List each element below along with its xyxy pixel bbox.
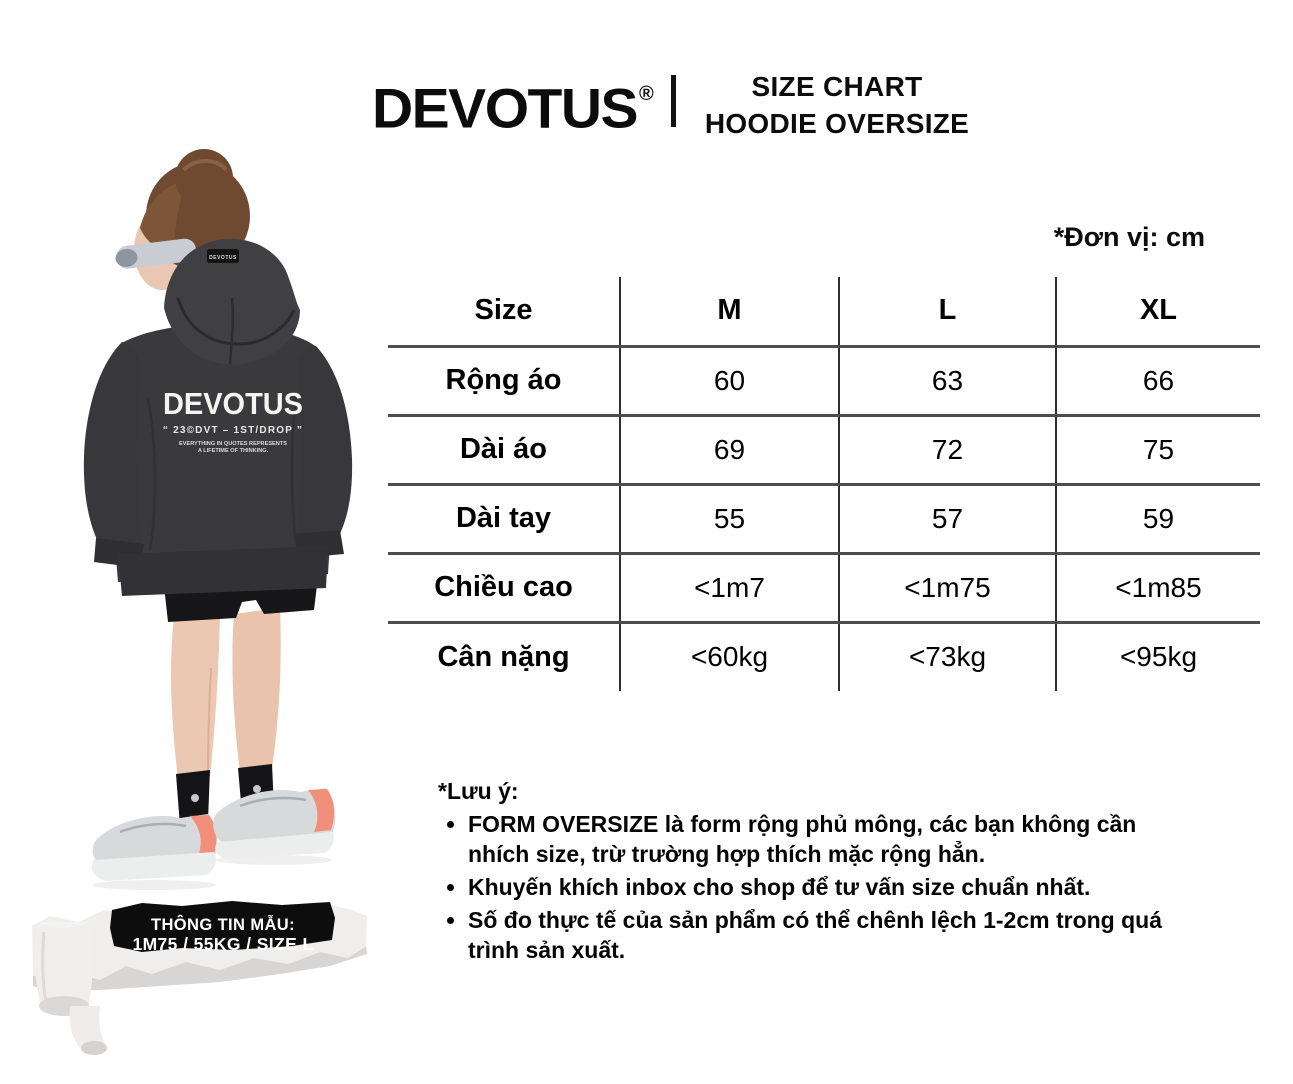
table-row-dai-tay xyxy=(388,484,1260,553)
hoodie-print-small2: A LIFETIME OF THINKING. xyxy=(197,448,269,454)
cell-value: 72 xyxy=(839,415,1056,484)
cell-value: 55 xyxy=(620,484,839,553)
table-row-rong-ao xyxy=(388,346,1260,415)
row-label: Cân nặng xyxy=(388,622,620,691)
table-row-dai-ao xyxy=(388,415,1260,484)
model-info-line2: 1M75 / 55KG / SIZE L xyxy=(132,934,314,954)
cell-value: <1m7 xyxy=(620,553,839,622)
row-label: Dài tay xyxy=(388,484,620,553)
cell-value: 59 xyxy=(1056,484,1260,553)
model-hoodie xyxy=(84,239,352,596)
hair-bun xyxy=(175,149,233,207)
header-divider xyxy=(671,75,676,127)
notes-heading: *Lưu ý: xyxy=(438,778,519,804)
hoodie-print-sub: “ 23©DVT – 1ST/DROP ” xyxy=(162,425,304,436)
row-label: Rộng áo xyxy=(388,346,620,415)
cell-value: 66 xyxy=(1056,346,1260,415)
size-table xyxy=(388,277,1260,691)
brand-logo xyxy=(372,76,654,142)
brand-logo-text: DEVOTUS xyxy=(372,77,638,141)
hem-band xyxy=(118,546,328,596)
col-header-size: Size xyxy=(474,294,533,327)
notes-list xyxy=(438,809,1198,965)
note-item: • Khuyến khích inbox cho shop để tư vấn size chuẩn nhất. xyxy=(468,872,1198,902)
model-sneakers xyxy=(92,788,336,881)
cell-value: 63 xyxy=(839,346,1056,415)
model-photo xyxy=(28,148,400,893)
col-header-m: M xyxy=(620,277,839,346)
col-header-xl: XL xyxy=(1056,277,1260,346)
note-item: • FORM OVERSIZE là form rộng phủ mông, các bạn không cần nhích size, trừ trường hợp thích mặc rộng hẳn. xyxy=(468,809,1198,869)
row-label: Chiều cao xyxy=(388,553,620,622)
row-label: Dài áo xyxy=(388,415,620,484)
registered-mark: ® xyxy=(639,83,654,105)
model-info-banner xyxy=(30,888,370,1060)
cell-value: 60 xyxy=(620,346,839,415)
hoodie-print-small1: EVERYTHING IN QUOTES REPRESENTS xyxy=(179,441,287,447)
page-title-line2: HOODIE OVERSIZE xyxy=(704,108,970,139)
table-row-can-nang xyxy=(388,622,1260,691)
notes-section xyxy=(438,776,1198,968)
cell-value: <73kg xyxy=(839,622,1056,691)
unit-note: *Đơn vị: cm xyxy=(1053,222,1205,252)
cell-value: 69 xyxy=(620,415,839,484)
hood-tag-text: DEVOTUS xyxy=(209,255,237,261)
hoodie-print-brand: DEVOTUS xyxy=(163,386,303,421)
cell-value: <60kg xyxy=(620,622,839,691)
page-title-line1: SIZE CHART xyxy=(751,71,923,102)
cell-value: 75 xyxy=(1056,415,1260,484)
cell-value: <1m75 xyxy=(839,553,1056,622)
table-row-chieu-cao xyxy=(388,553,1260,622)
cell-value: 57 xyxy=(839,484,1056,553)
col-header-l: L xyxy=(839,277,1056,346)
note-item: • Số đo thực tế của sản phẩm có thể chênh lệch 1-2cm trong quá trình sản xuất. xyxy=(468,905,1198,965)
model-legs xyxy=(171,608,281,778)
cell-value: <95kg xyxy=(1056,622,1260,691)
page-title xyxy=(703,68,971,142)
model-info-line1: THÔNG TIN MẪU: xyxy=(151,916,295,934)
size-table-header-row xyxy=(388,277,1260,346)
cell-value: <1m85 xyxy=(1056,553,1260,622)
